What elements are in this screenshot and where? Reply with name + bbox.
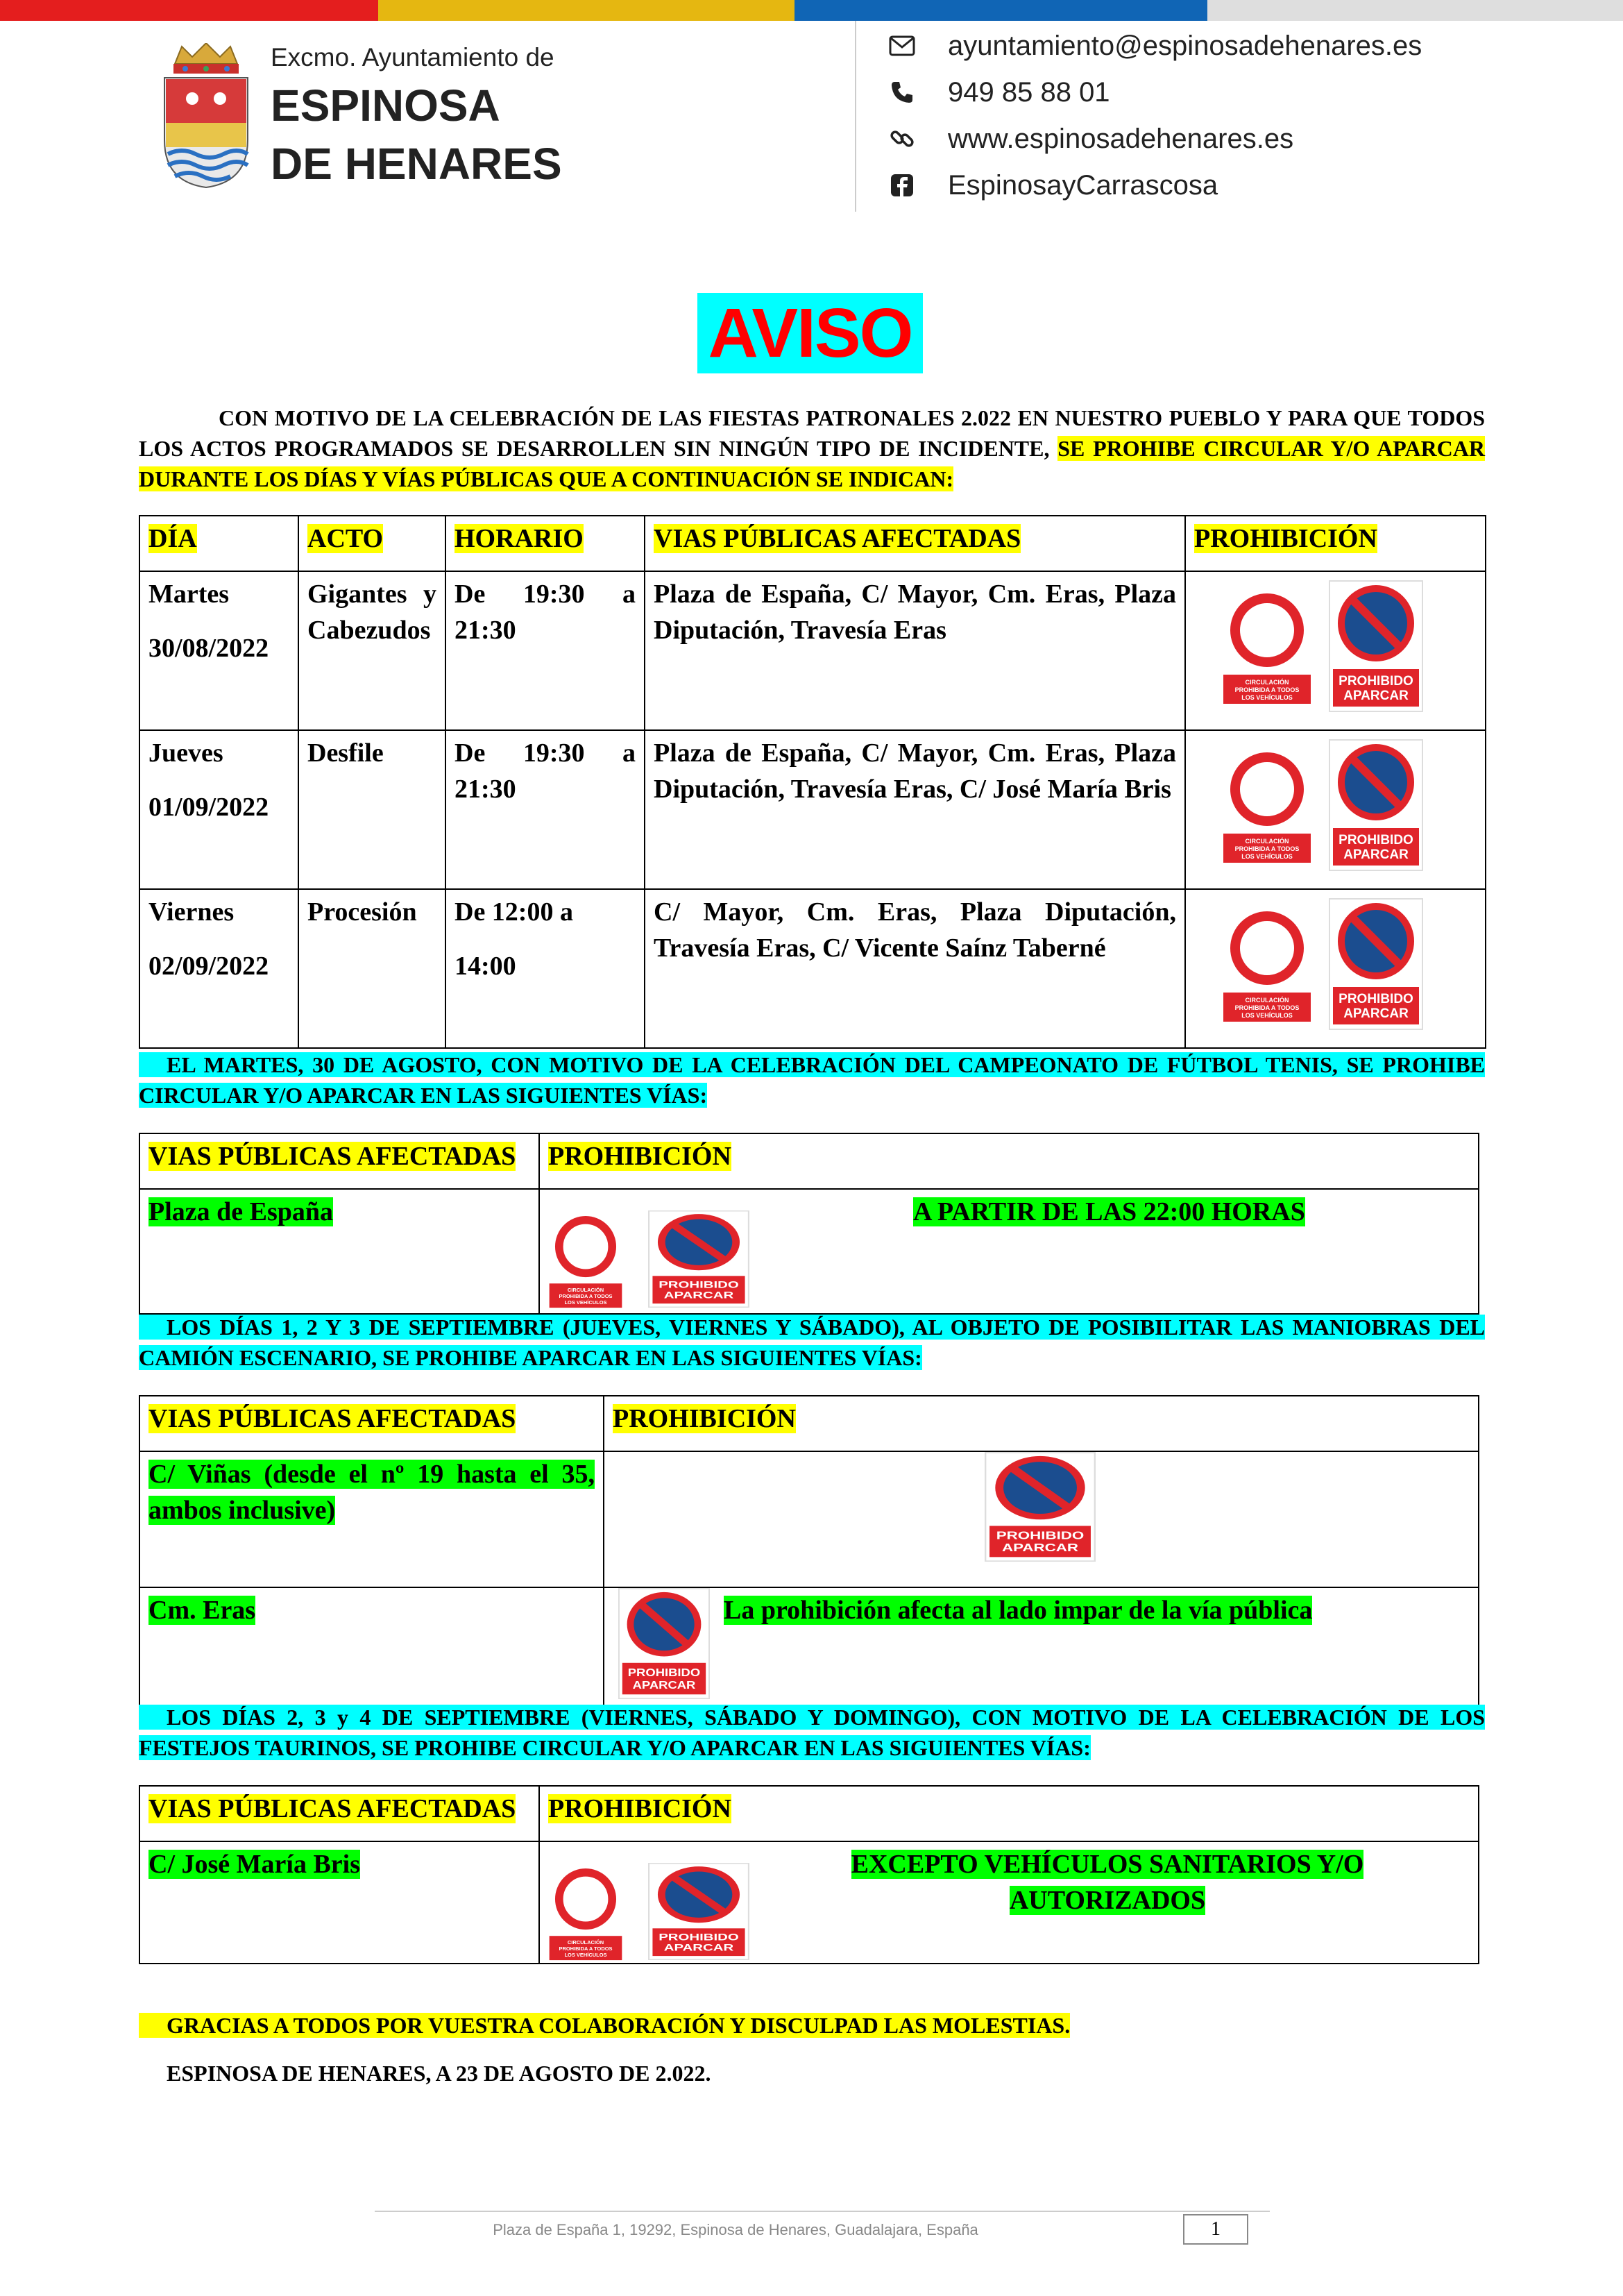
header-prohibicion: PROHIBICIÓN bbox=[1194, 524, 1377, 553]
notice-intro bbox=[139, 403, 1485, 494]
intro-highlight: SE PROHIBE CIRCULAR Y/O APARCAR DURANTE LOS DÍAS Y VÍAS PÚBLICAS QUE A CONTINUACIÓN SE INDICAN: bbox=[139, 436, 1486, 491]
row-time-end: 14:00 bbox=[454, 952, 516, 981]
svg-text:PROHIBIDO: PROHIBIDO bbox=[627, 1666, 701, 1679]
phone-text[interactable]: 949 85 88 01 bbox=[948, 76, 1110, 108]
thanks-text: GRACIAS A TODOS POR VUESTRA COLABORACIÓN Y DISCULPAD LAS MOLESTIAS. bbox=[167, 2013, 1071, 2038]
mail-icon bbox=[888, 32, 916, 60]
section2-intro bbox=[139, 1049, 1485, 1111]
svg-text:APARCAR: APARCAR bbox=[663, 1289, 734, 1301]
svg-text:LOS VEHÍCULOS: LOS VEHÍCULOS bbox=[564, 1952, 607, 1959]
svg-text:PROHIBIDA A TODOS: PROHIBIDA A TODOS bbox=[1234, 686, 1300, 693]
svg-text:PROHIBIDA A TODOS: PROHIBIDA A TODOS bbox=[1234, 1004, 1300, 1011]
no-parking-sign-icon bbox=[985, 1452, 1096, 1562]
svg-text:CIRCULACIÓN: CIRCULACIÓN bbox=[567, 1286, 604, 1293]
header-dia: DÍA bbox=[148, 524, 197, 553]
section3-header-vias: VIAS PÚBLICAS AFECTADAS bbox=[148, 1404, 516, 1433]
section2-table bbox=[139, 1133, 1479, 1315]
svg-text:CIRCULACIÓN: CIRCULACIÓN bbox=[567, 1939, 604, 1945]
no-traffic-sign-icon bbox=[548, 1205, 623, 1309]
contact-website[interactable] bbox=[888, 118, 1293, 160]
coat-of-arms-logo bbox=[161, 43, 251, 189]
section4-note-line2: AUTORIZADOS bbox=[1009, 1886, 1206, 1915]
row-signs bbox=[1194, 576, 1477, 712]
header-divider bbox=[855, 21, 856, 212]
table-row bbox=[139, 571, 1486, 730]
svg-text:PROHIBIDA A TODOS: PROHIBIDA A TODOS bbox=[559, 1292, 613, 1299]
row-streets: Plaza de España, C/ Mayor, Cm. Eras, Plaza Diputación, Travesía Eras bbox=[654, 580, 1176, 645]
table-row bbox=[139, 1841, 1479, 1964]
events-table bbox=[139, 515, 1486, 1049]
no-parking-sign-icon bbox=[648, 1863, 749, 1960]
svg-text:LOS VEHÍCULOS: LOS VEHÍCULOS bbox=[564, 1299, 607, 1306]
section2-header-prohibicion: PROHIBICIÓN bbox=[548, 1142, 731, 1171]
row-day: Jueves bbox=[148, 738, 223, 768]
table-row bbox=[139, 1587, 1479, 1705]
svg-text:PROHIBIDO: PROHIBIDO bbox=[1339, 833, 1413, 847]
header-vias: VIAS PÚBLICAS AFECTADAS bbox=[654, 524, 1021, 553]
section3-intro-text: LOS DÍAS 1, 2 Y 3 DE SEPTIEMBRE (JUEVES, VIERNES Y SÁBADO), AL OBJETO DE POSIBILITAR LAS MANIOBRAS DEL CAMIÓN ESCENARIO, SE PROHIBE APARCAR EN LAS SIGUIENTES VÍAS: bbox=[139, 1315, 1485, 1370]
place-date-text: ESPINOSA DE HENARES, A 23 DE AGOSTO DE 2.022. bbox=[167, 2061, 711, 2086]
phone-icon bbox=[888, 78, 916, 106]
section3-row2-street: Cm. Eras bbox=[148, 1596, 256, 1625]
notice-title: AVISO bbox=[697, 293, 923, 373]
intro-text: CON MOTIVO DE LA CELEBRACIÓN DE LAS FIESTAS PATRONALES 2.022 EN NUESTRO PUEBLO Y PARA QUE TODOS LOS ACTOS PROGRAMADOS SE DESARROLLEN SIN NINGÚN TIPO DE INCIDENTE, bbox=[139, 405, 1485, 461]
svg-text:PROHIBIDA A TODOS: PROHIBIDA A TODOS bbox=[1234, 845, 1300, 852]
svg-text:APARCAR: APARCAR bbox=[663, 1941, 734, 1953]
closing-thanks bbox=[139, 2010, 1485, 2041]
section3-table bbox=[139, 1395, 1479, 1706]
row-time: De 19:30 a 21:30 bbox=[454, 738, 636, 804]
page-number: 1 bbox=[1183, 2214, 1248, 2245]
row-date: 02/09/2022 bbox=[148, 952, 269, 981]
svg-text:APARCAR: APARCAR bbox=[1343, 1006, 1409, 1021]
header-acto: ACTO bbox=[307, 524, 384, 553]
table-row bbox=[139, 1451, 1479, 1587]
row-act: Gigantes y Cabezudos bbox=[307, 580, 436, 645]
header-stripe-yellow bbox=[378, 0, 794, 21]
contact-email[interactable] bbox=[888, 25, 1422, 67]
section4-note-line1: EXCEPTO VEHÍCULOS SANITARIOS Y/O bbox=[851, 1850, 1364, 1879]
footer-divider bbox=[375, 2211, 1270, 2212]
row-day: Martes bbox=[148, 580, 230, 609]
header-stripe-red bbox=[0, 0, 378, 21]
footer-address: Plaza de España 1, 19292, Espinosa de Henares, Guadalajara, España bbox=[493, 2221, 978, 2238]
section4-intro bbox=[139, 1702, 1485, 1763]
svg-text:LOS VEHÍCULOS: LOS VEHÍCULOS bbox=[1241, 694, 1293, 701]
row-act: Desfile bbox=[307, 738, 384, 768]
section4-header-vias: VIAS PÚBLICAS AFECTADAS bbox=[148, 1794, 516, 1823]
section3-header-prohibicion: PROHIBICIÓN bbox=[613, 1404, 796, 1433]
no-traffic-sign-icon bbox=[1222, 739, 1312, 871]
row-streets: Plaza de España, C/ Mayor, Cm. Eras, Plaza Diputación, Travesía Eras, C/ José María Bris bbox=[654, 738, 1176, 804]
table-row bbox=[139, 889, 1486, 1048]
section2-intro-text: EL MARTES, 30 DE AGOSTO, CON MOTIVO DE LA CELEBRACIÓN DEL CAMPEONATO DE FÚTBOL TENIS, SE PROHIBE CIRCULAR Y/O APARCAR EN LAS SIGUIENTES VÍAS: bbox=[139, 1052, 1485, 1108]
svg-text:PROHIBIDO: PROHIBIDO bbox=[1339, 992, 1413, 1006]
facebook-text[interactable]: EspinosayCarrascosa bbox=[948, 169, 1218, 201]
row-streets: C/ Mayor, Cm. Eras, Plaza Diputación, Travesía Eras, C/ Vicente Saínz Taberné bbox=[654, 897, 1176, 963]
closing-place-date bbox=[139, 2058, 1485, 2088]
svg-text:PROHIBIDO: PROHIBIDO bbox=[658, 1278, 739, 1290]
svg-text:PROHIBIDA A TODOS: PROHIBIDA A TODOS bbox=[559, 1945, 613, 1952]
row-signs bbox=[1194, 735, 1477, 871]
contact-phone[interactable] bbox=[888, 71, 1110, 113]
council-name: ESPINOSA DE HENARES bbox=[271, 81, 562, 189]
section4-header-prohibicion: PROHIBICIÓN bbox=[548, 1794, 731, 1823]
section2-header-vias: VIAS PÚBLICAS AFECTADAS bbox=[148, 1142, 516, 1171]
section3-intro bbox=[139, 1312, 1485, 1373]
row-signs bbox=[1194, 894, 1477, 1030]
row-time: De 19:30 a 21:30 bbox=[454, 580, 636, 645]
row-time: De 12:00 a bbox=[454, 897, 573, 927]
section3-row2-note: La prohibición afecta al lado impar de la vía pública bbox=[724, 1596, 1313, 1625]
svg-text:APARCAR: APARCAR bbox=[1343, 689, 1409, 703]
svg-text:LOS VEHÍCULOS: LOS VEHÍCULOS bbox=[1241, 1012, 1293, 1019]
no-parking-sign-icon bbox=[1329, 580, 1423, 712]
section2-street: Plaza de España bbox=[148, 1197, 334, 1226]
section4-intro-text: LOS DÍAS 2, 3 y 4 DE SEPTIEMBRE (VIERNES, SÁBADO Y DOMINGO), CON MOTIVO DE LA CELEBRACIÓN DE LOS FESTEJOS TAURINOS, SE PROHIBE CIRCULAR Y/O APARCAR EN LAS SIGUIENTES VÍAS: bbox=[139, 1705, 1485, 1760]
website-text[interactable]: www.espinosadehenares.es bbox=[948, 123, 1294, 154]
svg-text:APARCAR: APARCAR bbox=[1001, 1542, 1079, 1555]
header-stripe-grey bbox=[1207, 0, 1623, 21]
svg-text:PROHIBIDO: PROHIBIDO bbox=[1339, 674, 1413, 689]
row-date: 01/09/2022 bbox=[148, 793, 269, 822]
svg-text:CIRCULACIÓN: CIRCULACIÓN bbox=[1245, 997, 1289, 1004]
svg-text:PROHIBIDO: PROHIBIDO bbox=[658, 1931, 739, 1943]
row-day: Viernes bbox=[148, 897, 235, 927]
table-row bbox=[139, 1189, 1479, 1314]
facebook-icon bbox=[888, 171, 916, 199]
council-prefix: Excmo. Ayuntamiento de bbox=[271, 43, 554, 71]
section4-street: C/ José María Bris bbox=[148, 1850, 361, 1879]
no-traffic-sign-icon bbox=[1222, 580, 1312, 712]
no-parking-sign-icon bbox=[648, 1210, 749, 1308]
table-row bbox=[139, 730, 1486, 889]
svg-text:CIRCULACIÓN: CIRCULACIÓN bbox=[1245, 838, 1289, 845]
section2-note: A PARTIR DE LAS 22:00 HORAS bbox=[913, 1197, 1305, 1226]
row-act: Procesión bbox=[307, 897, 417, 927]
events-table-header bbox=[139, 516, 1486, 571]
svg-text:LOS VEHÍCULOS: LOS VEHÍCULOS bbox=[1241, 853, 1293, 860]
svg-text:APARCAR: APARCAR bbox=[1343, 847, 1409, 862]
svg-text:APARCAR: APARCAR bbox=[632, 1678, 696, 1691]
email-text[interactable]: ayuntamiento@espinosadehenares.es bbox=[948, 30, 1422, 61]
no-traffic-sign-icon bbox=[1222, 898, 1312, 1030]
no-parking-sign-icon bbox=[1329, 898, 1423, 1030]
no-parking-sign-icon bbox=[618, 1588, 710, 1699]
header-horario: HORARIO bbox=[454, 524, 584, 553]
no-traffic-sign-icon bbox=[548, 1857, 623, 1961]
svg-text:PROHIBIDO: PROHIBIDO bbox=[996, 1529, 1085, 1542]
section3-row1-street: C/ Viñas (desde el nº 19 hasta el 35, ambos inclusive) bbox=[148, 1460, 595, 1525]
contact-facebook[interactable] bbox=[888, 164, 1218, 206]
link-icon bbox=[888, 125, 916, 153]
row-date: 30/08/2022 bbox=[148, 634, 269, 663]
section4-table bbox=[139, 1785, 1479, 1964]
svg-text:CIRCULACIÓN: CIRCULACIÓN bbox=[1245, 679, 1289, 686]
header-stripe-blue bbox=[794, 0, 1207, 21]
no-parking-sign-icon bbox=[1329, 739, 1423, 871]
